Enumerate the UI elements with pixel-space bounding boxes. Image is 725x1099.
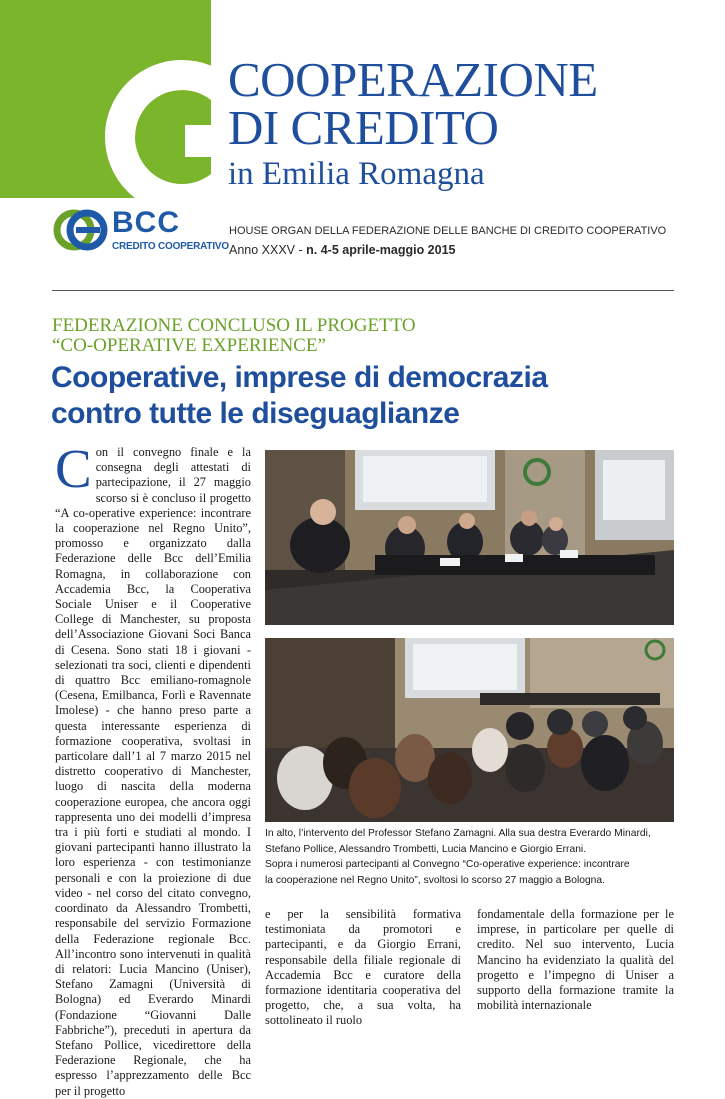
masthead-title [228,52,598,194]
bcc-logo [52,203,227,258]
title-line-3: in Emilia Romagna [228,156,485,192]
article-column-1 [55,438,251,1099]
header-divider [52,290,674,291]
caption-line-2: Stefano Pollice, Alessandro Trombetti, Lucia Mancino e Giorgio Errani. [265,843,587,855]
photo-audience [265,638,674,822]
bcc-mark-icon [52,203,110,258]
cooperative-logo-icon [90,55,250,205]
bcc-brand: BCC [112,206,180,239]
photo-caption [265,826,674,888]
anno-prefix: Anno XXXV - [229,243,307,257]
caption-line-4: la cooperazione nel Regno Unito”, svoltosi lo scorso 27 maggio a Bologna. [265,874,605,886]
article-column-2: e per la sensibilità formativa testimoniata da promotori e partecipanti, e da Giorgio Errani, responsabile della filiale regionale di Accademia Bcc e curatore della formazione identitaria cooperativa del progetto, che, a sua volta, ha sottolineato il ruolo [265,907,461,1028]
kicker-line-2: “CO-OPERATIVE EXPERIENCE” [52,335,326,356]
bcc-subtitle: CREDITO COOPERATIVO [112,241,229,252]
issue-line [229,243,455,257]
kicker-line-1: FEDERAZIONE CONCLUSO IL PROGETTO [52,315,416,336]
headline-line-1: Cooperative, imprese di democrazia [51,361,548,394]
article-headline [51,360,548,432]
caption-line-1: In alto, l’intervento del Professor Stefano Zamagni. Alla sua destra Everardo Minardi, [265,828,651,839]
photo-speakers-table [265,450,674,625]
caption-line-3: Sopra i numerosi partecipanti al Convegno “Co-operative experience: incontrare [265,859,630,870]
title-line-2: DI CREDITO [228,100,499,155]
drop-cap: C [55,438,92,499]
article-column-3: fondamentale della formazione per le imprese, in particolare per quelle di credito. Nel suo intervento, Lucia Mancino ha evidenziato la qualità del progetto e l’impegno di Uniser a supporto della formazione tramite la mobilità internazionale [477,907,674,1013]
issue-number: n. 4-5 aprile-maggio 2015 [306,243,456,257]
column-1-text: on il convegno finale e la consegna degli attestati di partecipazione, il 27 maggio scorso si è concluso il progetto “A co-operative experience: incontrare la cooperazione nel Regno Unito”, promosso e organizzato dalla Federazione delle Bcc dell’Emilia Romagna, in collaborazione con Accademia Bcc, la Cooperativa Sociale Uniser e il Cooperative College di Manchester, su proposta dell’Associazione Giovani Soci Banca di Cesena. Sono stati 18 i giovani - selezionati tra soci, clienti e dipendenti di quattro Bcc emiliano-romagnole (Cesena, Emilbanca, Forlì e Ravennate Imolese) - che hanno preso parte a questa interessante esperienza di formazione cooperativa, svoltasi in particolare dall’1 al 7 marzo 2015 nel distretto cooperativo di Manchester, luogo di nascita della moderna cooperazione europea, che ancora oggi rappresenta uno dei modelli d’impresa tra i più forti e studiati al mondo. I giovani partecipanti hanno illustrato la loro esperienza - con testimonianze personali e con la proiezione di due video - nel corso del citato convegno, coordinato da Alessandro Trombetti, responsabile del servizio Formazione della Federazione regionale Bcc. All’incontro sono intervenuti in qualità di relatori: Lucia Mancino (Uniser), Stefano Zamagni (Università di Bologna) ed Everardo Minardi (Fondazione “Giovanni Dalle Fabbriche”), preceduti in apertura da Stefano Pollice, vicedirettore della Federazione Regionale, che ha espresso l’apprezzamento delle Bcc per il progetto [55,445,251,1098]
house-organ-line: HOUSE ORGAN DELLA FEDERAZIONE DELLE BANCHE DI CREDITO COOPERATIVO [229,225,667,237]
article-kicker [52,316,416,356]
headline-line-2: contro tutte le diseguaglianze [51,397,460,430]
title-line-1: COOPERAZIONE [228,52,598,107]
